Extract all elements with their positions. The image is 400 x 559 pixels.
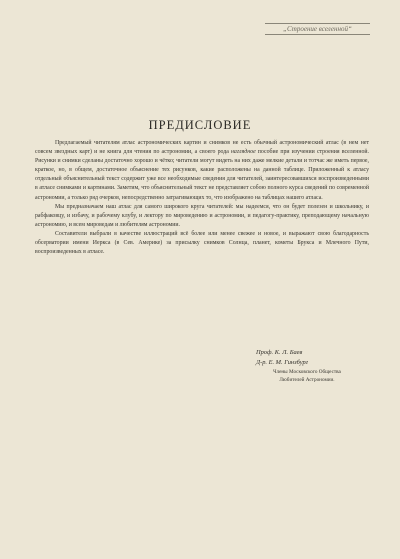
paragraph-1: [35, 139, 369, 203]
paragraph-1-start: Предлагаемый читателям атлас астрономических картин и снимков не есть обычный астрономический атлас (в нем нет совсем звездных карт) и не книга для чтения по астрономии, а своего рода: [35, 140, 369, 156]
paragraph-2: Мы предназначаем наш атлас для самого широкого круга читателей: мы надеемся, что он будет полезен и школьнику, и рабфаковцу, и избачу, и рабочему клубу, и лектору по мироведению и астрономии, и педагогу-практику, преподающему начальную астрономию, и всем мироведам и любителям астрономии.: [35, 203, 369, 228]
signature-2: Д-р. Е. М. Гинзбург: [256, 359, 309, 366]
affiliation-line-1: Члены Московского Общества: [273, 369, 341, 375]
preface-body: [35, 139, 369, 257]
paragraph-3: Составители выбрали в качестве иллюстраций всё более или менее свежее и новое, и выражают свою благодарность обсерватории имени Иеркса (в Сев. Америке) за присылку снимков Солнца, планет, кометы Брукса и Млечного Пути, воспроизведенных в атласе.: [35, 230, 369, 256]
affiliation-line-2: Любителей Астрономии.: [279, 377, 335, 383]
signature-1: Проф. К. Л. Баев: [256, 349, 303, 356]
running-head-rule-top: [265, 23, 370, 24]
running-head-text: „Строение вселенной“: [283, 25, 352, 33]
running-head-rule-bottom: [265, 34, 370, 35]
page-title: ПРЕДИСЛОВИЕ: [148, 118, 252, 132]
signatures: [256, 348, 308, 368]
paragraph-1-emphasis: наглядное: [231, 149, 256, 156]
paragraph-1-end: пособие при изучении строения вселенной. Рисунки и снимки сделаны достаточно хорошо и чётко; читатели могут видеть на них даже мелкие детали и тотчас же иметь первое, краткое, но, в общем, достаточное объяснение тех рисунков, какие расположены на данной таблице. Приложенный к атласу отдельный объяснительный текст содержит уже все необходимые сведения для читателей, заинтересовавшихся воспроизведенными в атласе снимками и картинами. Заметим, что объяснительный текст не представляет собою полного курса сведений по современной астрономии, а только ряд очерков, непосредственно затрагивающих то, что изображено на таблицах нашего атласа.: [35, 149, 370, 201]
affiliation: [253, 368, 361, 384]
running-head: [265, 22, 370, 37]
